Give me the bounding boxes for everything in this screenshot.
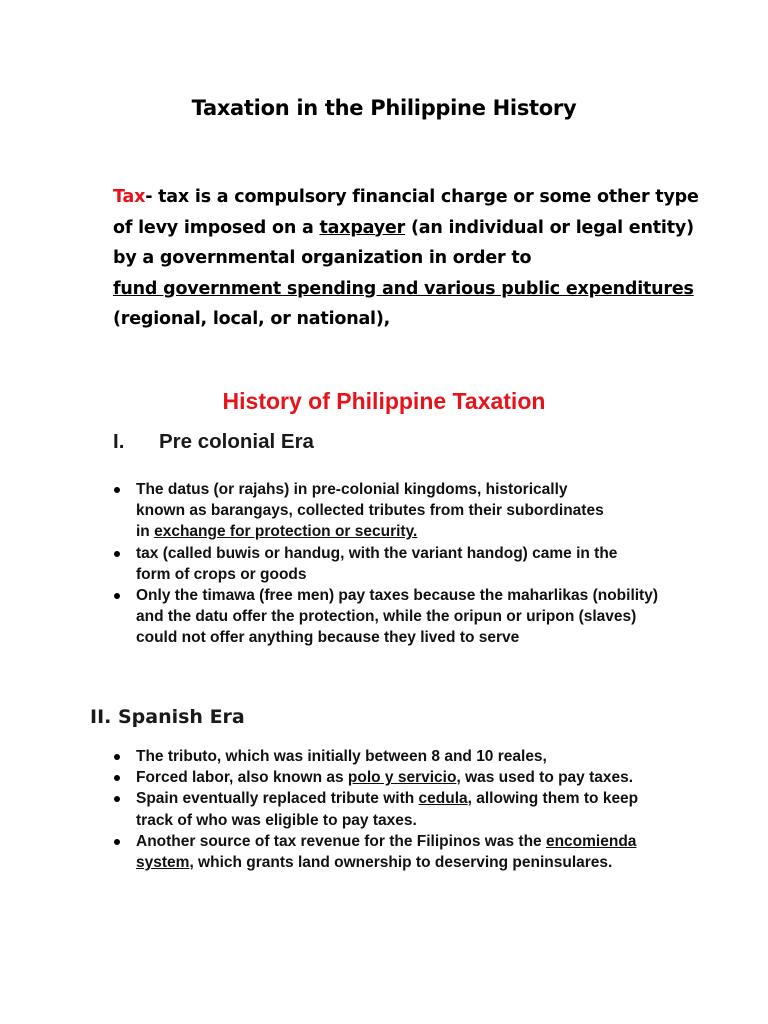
bullet-icon <box>114 775 120 781</box>
list-item <box>0 746 560 767</box>
definition-line-1-text: - tax is a compulsory financial charge or some other type <box>145 187 699 207</box>
list-item <box>0 788 639 830</box>
bullet-icon <box>114 839 120 845</box>
definition-term: Tax <box>113 187 146 207</box>
definition-line-5: (regional, local, or national), <box>113 309 391 329</box>
list-item-text-part: , which grants land ownership to deserving peninsulares. <box>189 854 613 872</box>
list-item-text: Only the timawa (free men) pay taxes because the maharlikas (nobility) and the datu offer the protection, while the oripun or uripon (slaves) could not offer anything because they lived to serve <box>136 587 659 647</box>
list-item-text-part: , allowing them to keep track of who was eligible to pay taxes. <box>136 790 639 829</box>
precolonial-bullet-list <box>0 479 659 649</box>
polo-y-servicio-link[interactable]: polo y servicio <box>347 769 457 787</box>
list-item-text <box>136 767 656 788</box>
definition-line-3: by a governmental organization in order to <box>113 248 532 268</box>
definition-line-2 <box>113 213 713 244</box>
bullet-icon <box>114 754 120 760</box>
definition-line-1 <box>113 182 713 213</box>
list-item-line: The datus (or rajahs) in pre-colonial kingdoms, historically <box>136 481 568 498</box>
era-heading-precolonial <box>113 430 314 454</box>
era-heading-spanish: II. Spanish Era <box>90 706 245 728</box>
list-item-text: tax (called buwis or handug, with the variant handog) came in the form of crops or goods <box>136 544 618 583</box>
list-item <box>0 479 604 543</box>
definition-line-2-tail: (an individual or legal entity) <box>405 217 694 238</box>
tax-definition <box>113 182 713 335</box>
section-heading: History of Philippine Taxation <box>222 388 546 414</box>
list-item <box>0 585 659 649</box>
list-item-text <box>136 831 671 873</box>
list-item <box>0 543 618 585</box>
list-item-line: in <box>136 523 155 541</box>
list-item-text-part: , was used to pay taxes. <box>456 769 634 787</box>
list-item-text-part: Spain eventually replaced tribute with <box>136 790 419 808</box>
bullet-icon <box>114 487 120 493</box>
fund-government-link[interactable]: fund government spending and various public expenditures <box>113 278 694 299</box>
list-item-text: The tributo, which was initially between 8 and 10 reales, <box>136 748 547 765</box>
list-item-text-part: Forced labor, also known as <box>136 769 348 787</box>
list-item-text <box>136 788 666 830</box>
list-item <box>0 831 637 873</box>
definition-line-2-text: of levy imposed on a <box>113 217 320 238</box>
taxpayer-link[interactable]: taxpayer <box>319 217 406 238</box>
document-title: Taxation in the Philippine History <box>191 96 577 120</box>
spanish-bullet-list <box>0 746 639 873</box>
list-item-text-part: Another source of tax revenue for the Filipinos was the <box>136 832 546 850</box>
list-item-line: known as barangays, collected tributes from their subordinates <box>136 502 604 520</box>
list-item-text <box>136 479 676 543</box>
bullet-icon <box>114 593 120 599</box>
cedula-link[interactable]: cedula <box>418 790 468 808</box>
bullet-icon <box>114 551 120 557</box>
list-item <box>0 767 634 788</box>
encomienda-system-link[interactable]: encomienda system <box>136 832 637 872</box>
era-number: I. <box>113 430 125 453</box>
exchange-protection-link[interactable]: exchange for protection or security. <box>154 523 418 541</box>
bullet-icon <box>114 796 120 802</box>
era-label: Pre colonial Era <box>159 430 314 453</box>
